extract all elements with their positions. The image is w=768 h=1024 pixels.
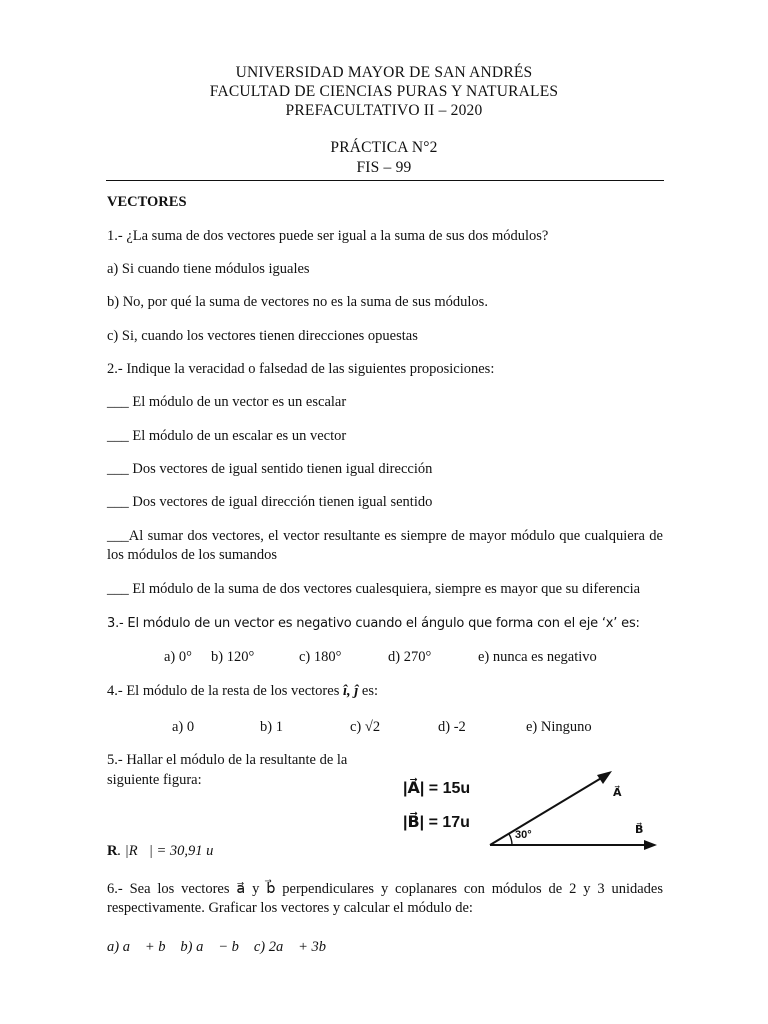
q1-option-a: a) Si cuando tiene módulos iguales	[107, 261, 310, 277]
vector-figure	[395, 758, 665, 862]
q4-option-b: b) 1	[260, 719, 283, 735]
question-2: 2.- Indique la veracidad o falsedad de las siguientes proposiciones:	[107, 361, 495, 377]
vector-a-arrowhead	[597, 771, 612, 784]
q2-item-5: ___Al sumar dos vectores, el vector resultante es siempre de mayor módulo que cualquiera de los módulos de los sumandos	[107, 528, 663, 563]
question-4	[107, 683, 378, 700]
q4-text-prefix: 4.- El módulo de la resta de los vectores	[107, 683, 343, 699]
q4-option-c: c) √2	[350, 719, 381, 735]
q4-text-suffix: es:	[358, 683, 379, 699]
q3-option-e: e) nunca es negativo	[478, 649, 597, 665]
question-3: 3.- El módulo de un vector es negativo cuando el ángulo que forma con el eje ‘x’ es:	[107, 616, 640, 631]
q1-option-b: b) No, por qué la suma de vectores no es la suma de sus módulos.	[107, 294, 488, 310]
vector-a-name: A⃗	[613, 787, 622, 799]
q4-option-e: e) Ninguno	[526, 719, 592, 735]
question-5-line-2: siguiente figura:	[107, 772, 202, 788]
b-modulus-label: |B⃗| = 17u	[403, 814, 470, 831]
course-name: PREFACULTATIVO II – 2020	[285, 102, 483, 119]
angle-arc	[509, 834, 512, 845]
q2-item-6: ___ El módulo de la suma de dos vectores cualesquiera, siempre es mayor que su diferencia	[107, 581, 641, 597]
angle-label: 30°	[515, 829, 532, 841]
q2-item-4: ___ Dos vectores de igual dirección tienen igual sentido	[107, 494, 433, 510]
faculty-name: FACULTAD DE CIENCIAS PURAS Y NATURALES	[209, 83, 559, 100]
q3-option-d: d) 270°	[388, 649, 432, 665]
q4-unit-vectors: î, ĵ	[342, 683, 359, 699]
q5-answer	[107, 843, 213, 860]
q3-option-b: b) 120°	[211, 649, 255, 665]
q3-option-c: c) 180°	[299, 649, 342, 665]
vector-a-line	[490, 774, 608, 845]
section-title: VECTORES	[107, 194, 187, 210]
q4-option-d: d) -2	[438, 719, 466, 735]
q5-answer-value: . |R⃗| = 30,91 u	[117, 843, 214, 859]
q3-option-a: a) 0°	[164, 649, 192, 665]
question-1: 1.- ¿La suma de dos vectores puede ser igual a la suma de sus dos módulos?	[107, 228, 549, 244]
a-modulus-label: |A⃗| = 15u	[403, 780, 471, 797]
question-5-line-1: 5.- Hallar el módulo de la resultante de la	[107, 752, 348, 768]
practice-title: PRÁCTICA N°2	[330, 139, 438, 156]
question-6: 6.- Sea los vectores a⃗ y b⃗ perpendiculares y coplanares con módulos de 2 y 3 unidades respectivamente. Graficar los vectores y calcular el módulo de:	[107, 881, 663, 916]
header-divider	[106, 180, 664, 181]
q1-option-c: c) Si, cuando los vectores tienen direcciones opuestas	[107, 328, 418, 344]
q2-item-1: ___ El módulo de un vector es un escalar	[107, 394, 347, 410]
course-code: FIS – 99	[356, 159, 412, 176]
q5-answer-label: R	[107, 843, 118, 859]
q2-item-3: ___ Dos vectores de igual sentido tienen igual dirección	[107, 461, 433, 477]
q2-item-2: ___ El módulo de un escalar es un vector	[107, 428, 347, 444]
vector-b-arrowhead	[644, 840, 657, 850]
q6-parts: a) a⃗ + b⃗ b) a⃗ − b⃗ c) 2a⃗ + 3b⃗	[107, 939, 338, 955]
university-name: UNIVERSIDAD MAYOR DE SAN ANDRÉS	[235, 64, 533, 81]
vector-b-name: B⃗	[635, 824, 644, 836]
q4-option-a: a) 0	[172, 719, 195, 735]
